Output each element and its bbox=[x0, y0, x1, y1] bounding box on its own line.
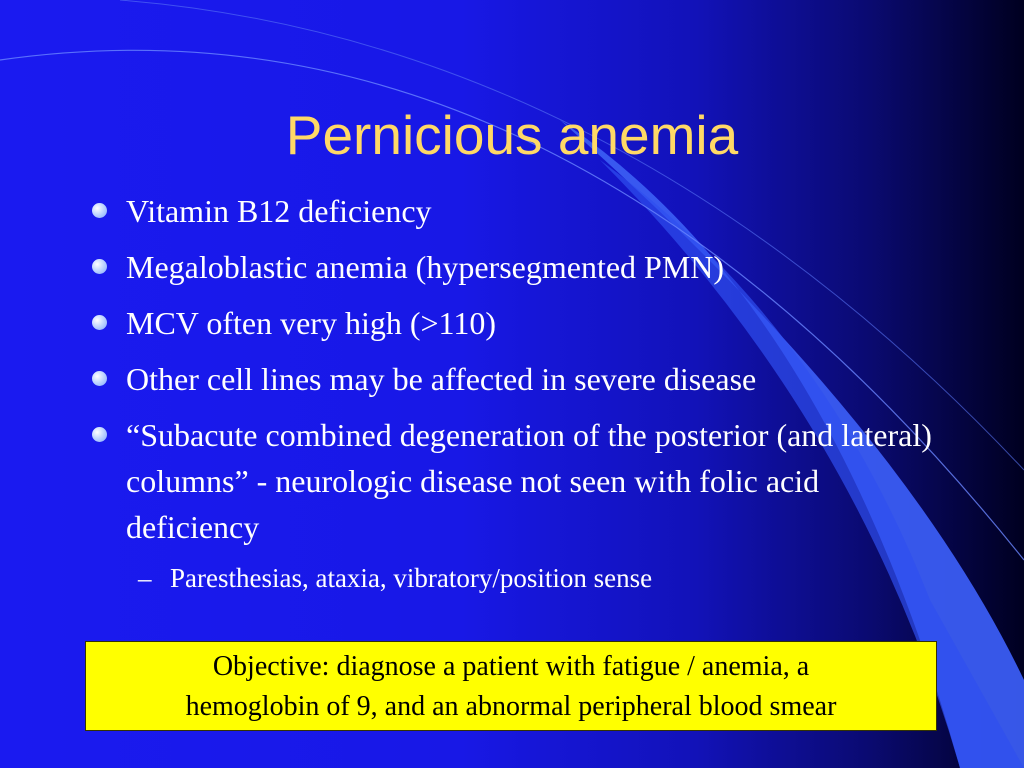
dash-marker: – bbox=[138, 563, 152, 593]
bullet-item bbox=[90, 188, 950, 234]
bullet-text: “Subacute combined degeneration of the posterior (and lateral) columns” - neurologic disease not seen with folic acid deficiency bbox=[126, 417, 932, 545]
bullet-item bbox=[90, 300, 950, 346]
bullet-dot-icon bbox=[92, 203, 107, 218]
slide-title: Pernicious anemia bbox=[285, 104, 739, 166]
bullet-dot-icon bbox=[92, 315, 107, 330]
bullet-text: Other cell lines may be affected in severe disease bbox=[126, 361, 757, 397]
bullet-item bbox=[90, 412, 950, 550]
bullet-item bbox=[90, 356, 950, 402]
bullet-text: Megaloblastic anemia (hypersegmented PMN) bbox=[126, 249, 725, 285]
objective-line-2: hemoglobin of 9, and an abnormal peripheral blood smear bbox=[185, 691, 837, 722]
bullet-item bbox=[90, 244, 950, 290]
bullet-text: Vitamin B12 deficiency bbox=[126, 193, 432, 229]
bullet-list bbox=[90, 188, 950, 598]
objective-line-1: Objective: diagnose a patient with fatigue / anemia, a bbox=[212, 651, 810, 682]
bullet-dot-icon bbox=[92, 259, 107, 274]
objective-box bbox=[85, 641, 937, 731]
sub-bullet-item bbox=[90, 558, 950, 598]
bullet-text: MCV often very high (>110) bbox=[126, 305, 496, 341]
sub-bullet-text: Paresthesias, ataxia, vibratory/position sense bbox=[170, 563, 653, 593]
bullet-dot-icon bbox=[92, 371, 107, 386]
bullet-dot-icon bbox=[92, 427, 107, 442]
